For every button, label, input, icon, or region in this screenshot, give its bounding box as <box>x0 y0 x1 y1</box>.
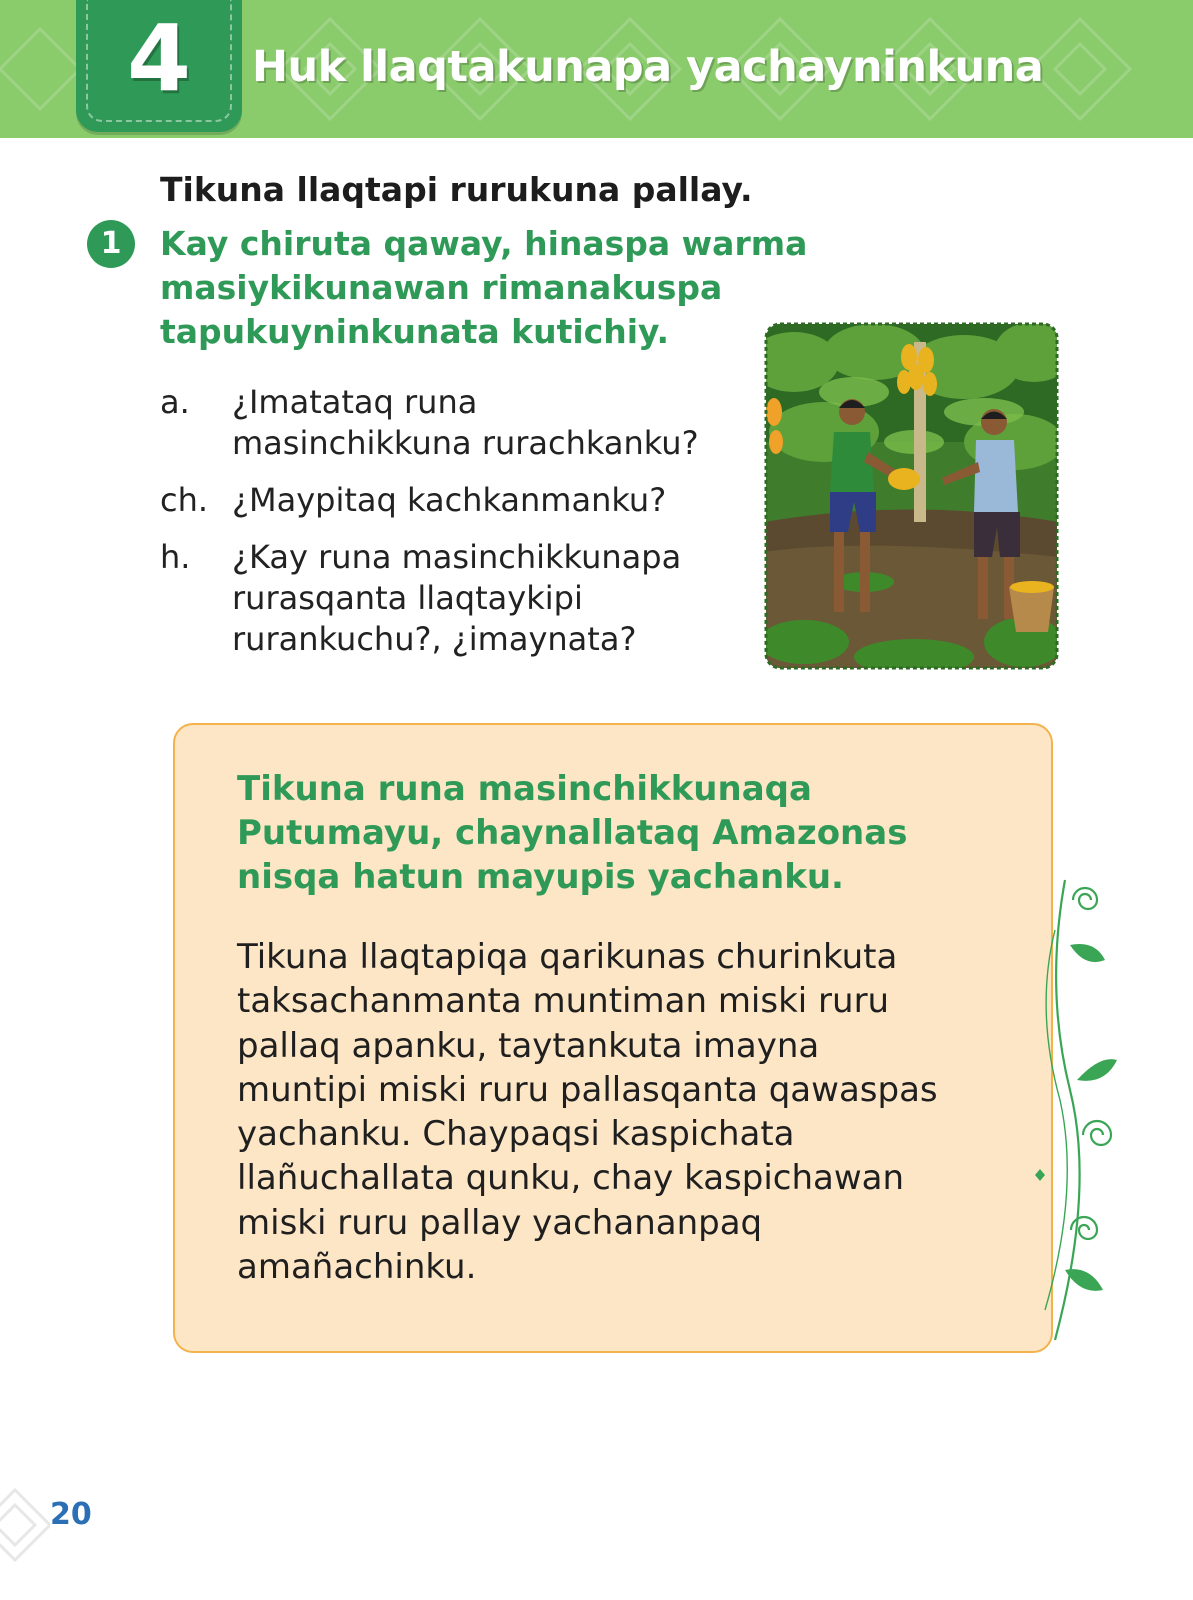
question-item <box>160 382 750 464</box>
question-line: rurasqanta llaqtaykipi <box>232 579 583 617</box>
info-box <box>173 723 1053 1353</box>
question-letter: ch. <box>160 481 209 519</box>
info-heading-line: nisqa hatun mayupis yachanku. <box>237 857 844 897</box>
instruction-line: Kay chiruta qaway, hinaspa warma <box>160 224 808 263</box>
info-heading-line: Tikuna runa masinchikkunaqa <box>237 769 812 809</box>
unit-title: Huk llaqtakunapa yachayninkuna <box>252 42 1044 92</box>
info-body-line: amañachinku. <box>237 1247 477 1288</box>
info-body-line: pallaq apanku, taytankuta imayna <box>237 1025 820 1066</box>
fruit-harvest-illustration <box>764 322 1059 670</box>
info-body-line: muntipi miski ruru pallasqanta qawaspas <box>237 1069 938 1110</box>
activity-instruction <box>160 222 860 354</box>
question-line: ¿Kay runa masinchikkunapa <box>232 538 682 576</box>
question-line: ¿Maypitaq kachkanmanku? <box>232 481 667 519</box>
info-heading <box>237 767 997 899</box>
question-letter: h. <box>160 538 191 576</box>
question-line: ¿Imatataq runa <box>232 383 478 421</box>
info-body-line: Tikuna llaqtapiqa qarikunas churinkuta <box>237 937 898 977</box>
info-body-line: taksachanmanta muntiman miski ruru <box>237 981 890 1022</box>
instruction-line: tapukuyninkunata kutichiy. <box>160 312 670 351</box>
question-item <box>160 537 750 660</box>
info-heading-line: Putumayu, chaynallataq Amazonas <box>237 813 908 853</box>
question-item <box>160 480 750 521</box>
section-lead: Tikuna llaqtapi rurukuna pallay. <box>160 170 753 209</box>
question-text <box>232 537 750 660</box>
corner-pattern <box>0 1470 50 1580</box>
vine-decoration-icon <box>1025 870 1135 1350</box>
question-line: masinchikkuna rurachkanku? <box>232 424 699 462</box>
question-list <box>160 382 750 676</box>
activity-number-badge: 1 <box>87 220 135 268</box>
info-body <box>237 935 1017 1289</box>
info-body-line: miski ruru pallay yachananpaq <box>237 1202 763 1243</box>
question-letter: a. <box>160 383 190 421</box>
question-text <box>232 480 750 521</box>
unit-header <box>0 0 1193 138</box>
info-body-line: llañuchallata qunku, chay kaspichawan <box>237 1158 905 1199</box>
question-text <box>232 382 750 464</box>
question-line: rurankuchu?, ¿imaynata? <box>232 620 637 658</box>
instruction-line: masiykikunawan rimanakuspa <box>160 268 723 307</box>
unit-number: 4 <box>126 5 191 112</box>
info-body-line: yachanku. Chaypaqsi kaspichata <box>237 1114 795 1155</box>
page-number: 20 <box>50 1497 92 1532</box>
unit-number-tab <box>76 0 242 132</box>
